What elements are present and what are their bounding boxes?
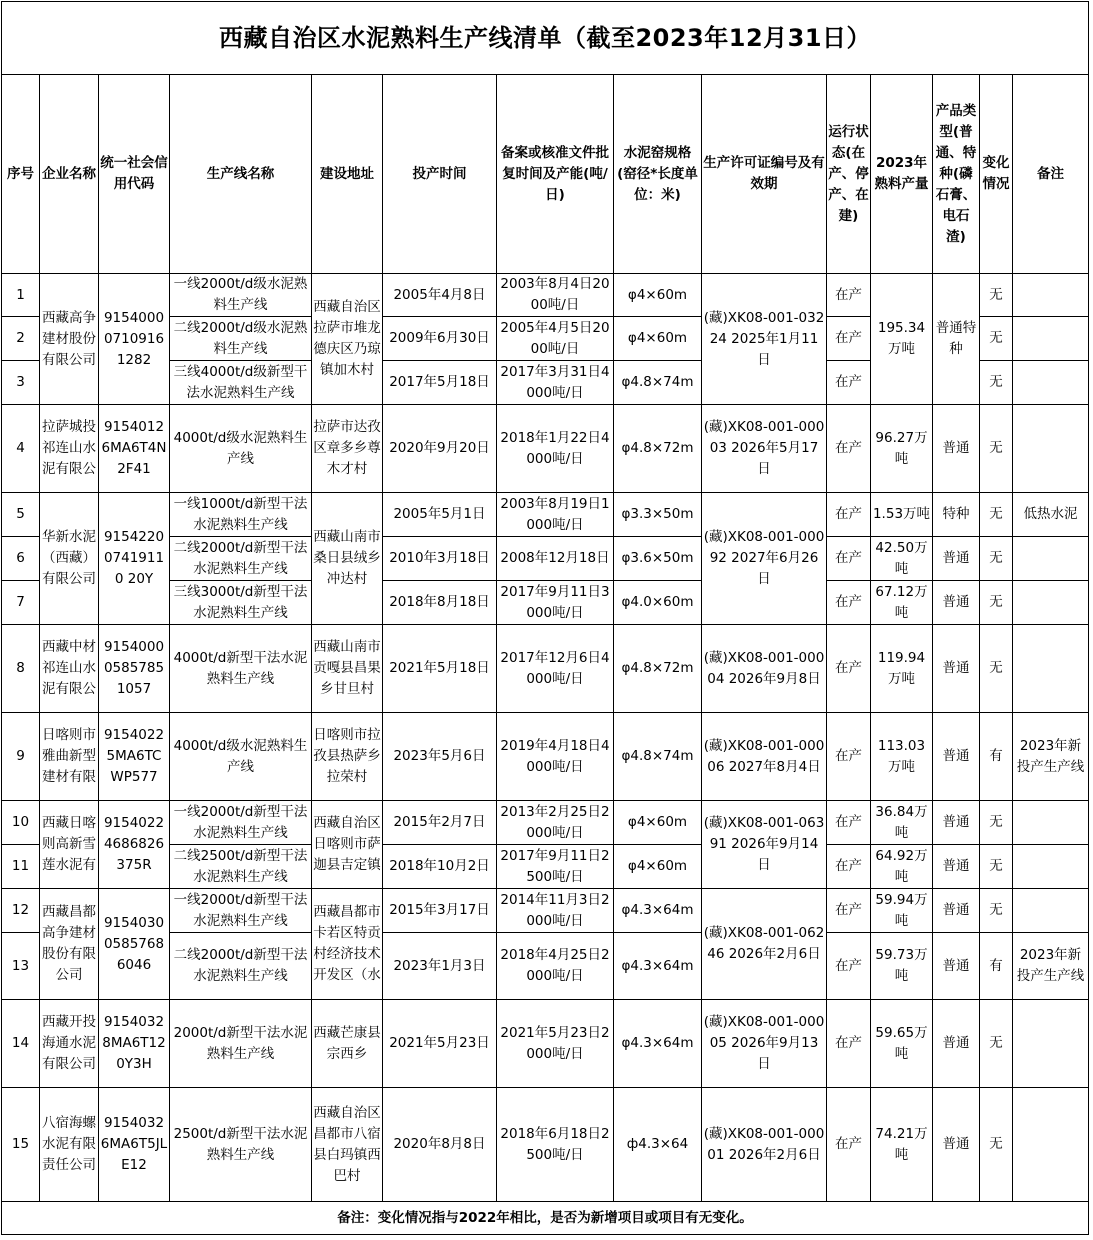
footnote: 备注：变化情况指与2022年相比，是否为新增项目或项目有无变化。 [2, 1202, 1089, 1235]
cell-start: 2017年5月18日 [383, 361, 497, 405]
cell-filing: 2003年8月19日1000吨/日 [497, 493, 614, 537]
cell-start: 2018年8月18日 [383, 581, 497, 625]
cell-filing: 2005年4月5日2000吨/日 [497, 317, 614, 361]
cell-license: (藏)XK08-001-06246 2026年2月6日 [702, 889, 827, 1000]
cell-kiln: φ3.3×50m [614, 493, 702, 537]
cell-company: 拉萨城投祁连山水泥有限公 [40, 405, 99, 493]
cell-line: 2000t/d新型干法水泥熟料生产线 [170, 1000, 312, 1088]
table-row [2, 625, 1089, 713]
cell-credit-code: 915400007109161282 [99, 274, 170, 405]
cell-status: 在产 [827, 1000, 871, 1088]
cell-output: 119.94万吨 [871, 625, 933, 713]
cell-filing: 2021年5月23日2000吨/日 [497, 1000, 614, 1088]
cell-output: 36.84万吨 [871, 801, 933, 845]
cell-change: 无 [980, 361, 1013, 405]
table-row [2, 274, 1089, 317]
cell-seq: 12 [2, 889, 40, 933]
cell-credit-code: 915422007419110 20Y [99, 493, 170, 625]
cell-credit-code: 91540326MA6T5JLE12 [99, 1088, 170, 1202]
header-remark: 备注 [1013, 75, 1089, 274]
cell-change: 无 [980, 845, 1013, 889]
cell-license: (藏)XK08-001-00006 2027年8月4日 [702, 713, 827, 801]
cell-start: 2015年3月17日 [383, 889, 497, 933]
cell-product-type: 普通 [933, 1000, 980, 1088]
cell-credit-code: 915400005857851057 [99, 625, 170, 713]
cell-license: (藏)XK08-001-00003 2026年5月17日 [702, 405, 827, 493]
cell-line: 一线1000t/d新型干法水泥熟料生产线 [170, 493, 312, 537]
cell-filing: 2017年3月31日4000吨/日 [497, 361, 614, 405]
cell-seq: 8 [2, 625, 40, 713]
cell-output: 195.34万吨 [871, 274, 933, 405]
header-change: 变化情况 [980, 75, 1013, 274]
cell-seq: 7 [2, 581, 40, 625]
cell-kiln: φ4.8×72m [614, 405, 702, 493]
cell-line: 4000t/d级水泥熟料生产线 [170, 405, 312, 493]
cell-start: 2009年6月30日 [383, 317, 497, 361]
cell-license: (藏)XK08-001-00001 2026年2月6日 [702, 1088, 827, 1202]
cell-filing: 2018年4月25日2000吨/日 [497, 933, 614, 1000]
cell-remark [1013, 405, 1089, 493]
cell-status: 在产 [827, 889, 871, 933]
cell-start: 2021年5月18日 [383, 625, 497, 713]
cell-output: 42.50万吨 [871, 537, 933, 581]
cell-kiln: φ4×60m [614, 274, 702, 317]
cell-seq: 5 [2, 493, 40, 537]
cell-product-type: 特种 [933, 493, 980, 537]
cell-product-type: 普通 [933, 845, 980, 889]
table-row [2, 889, 1089, 933]
cell-company: 西藏昌都高争建材股份有限公司 [40, 889, 99, 1000]
cell-start: 2018年10月2日 [383, 845, 497, 889]
cell-status: 在产 [827, 1088, 871, 1202]
cell-company: 日喀则市雅曲新型建材有限 [40, 713, 99, 801]
cell-filing: 2017年12月6日4000吨/日 [497, 625, 614, 713]
cell-product-type: 普通特种 [933, 274, 980, 405]
cell-seq: 3 [2, 361, 40, 405]
cell-address: 拉萨市达孜区章多乡尊木才村 [312, 405, 383, 493]
cell-status: 在产 [827, 581, 871, 625]
cell-remark [1013, 845, 1089, 889]
header-license: 生产许可证编号及有效期 [702, 75, 827, 274]
table-row [2, 493, 1089, 537]
cell-change: 无 [980, 493, 1013, 537]
cell-line: 4000t/d新型干法水泥熟料生产线 [170, 625, 312, 713]
cell-product-type: 普通 [933, 537, 980, 581]
cell-status: 在产 [827, 537, 871, 581]
header-company: 企业名称 [40, 75, 99, 274]
table-row [2, 1088, 1089, 1202]
cell-start: 2023年5月6日 [383, 713, 497, 801]
table-row [2, 405, 1089, 493]
cell-output: 74.21万吨 [871, 1088, 933, 1202]
header-kiln-spec: 水泥窑规格(窑径*长度单位：米) [614, 75, 702, 274]
cell-company: 西藏日喀则高新雪莲水泥有 [40, 801, 99, 889]
cell-line: 二线2000t/d新型干法水泥熟料生产线 [170, 933, 312, 1000]
cell-line: 2500t/d新型干法水泥熟料生产线 [170, 1088, 312, 1202]
cell-seq: 10 [2, 801, 40, 845]
header-output: 2023年熟料产量 [871, 75, 933, 274]
cell-seq: 6 [2, 537, 40, 581]
cell-product-type: 普通 [933, 581, 980, 625]
cell-seq: 2 [2, 317, 40, 361]
cell-line: 三线3000t/d新型干法水泥熟料生产线 [170, 581, 312, 625]
cell-seq: 1 [2, 274, 40, 317]
cell-change: 无 [980, 581, 1013, 625]
cell-status: 在产 [827, 625, 871, 713]
cell-filing: 2018年1月22日4000吨/日 [497, 405, 614, 493]
cell-change: 无 [980, 801, 1013, 845]
cell-status: 在产 [827, 317, 871, 361]
cell-remark: 2023年新投产生产线 [1013, 933, 1089, 1000]
cell-remark [1013, 889, 1089, 933]
cell-status: 在产 [827, 274, 871, 317]
cell-product-type: 普通 [933, 1088, 980, 1202]
cell-kiln: φ4×60m [614, 317, 702, 361]
cell-kiln: φ4.8×74m [614, 361, 702, 405]
header-seq: 序号 [2, 75, 40, 274]
cell-license: (藏)XK08-001-00092 2027年6月26日 [702, 493, 827, 625]
cell-product-type: 普通 [933, 405, 980, 493]
cell-remark [1013, 317, 1089, 361]
cell-product-type: 普通 [933, 801, 980, 845]
cell-filing: 2018年6月18日2500吨/日 [497, 1088, 614, 1202]
cell-output: 67.12万吨 [871, 581, 933, 625]
cell-change: 无 [980, 625, 1013, 713]
table-row [2, 1000, 1089, 1088]
cell-change: 有 [980, 713, 1013, 801]
cell-kiln: φ3.6×50m [614, 537, 702, 581]
cement-line-table [1, 1, 1089, 1235]
cell-line: 二线2000t/d级水泥熟料生产线 [170, 317, 312, 361]
cell-remark [1013, 1000, 1089, 1088]
cell-remark [1013, 361, 1089, 405]
cell-filing: 2003年8月4日2000吨/日 [497, 274, 614, 317]
cell-seq: 15 [2, 1088, 40, 1202]
header-filing: 备案或核准文件批复时间及产能(吨/日) [497, 75, 614, 274]
cell-kiln: ф4.3×64 [614, 1088, 702, 1202]
cell-start: 2010年3月18日 [383, 537, 497, 581]
cell-seq: 9 [2, 713, 40, 801]
cell-address: 西藏芒康县宗西乡 [312, 1000, 383, 1088]
cell-kiln: φ4.3×64m [614, 889, 702, 933]
cell-change: 无 [980, 1000, 1013, 1088]
cell-license: (藏)XK08-001-00005 2026年9月13日 [702, 1000, 827, 1088]
cell-line: 一线2000t/d新型干法水泥熟料生产线 [170, 889, 312, 933]
table-row [2, 713, 1089, 801]
cell-credit-code: 91540224686826375R [99, 801, 170, 889]
cell-output: 1.53万吨 [871, 493, 933, 537]
cell-remark [1013, 801, 1089, 845]
cell-seq: 11 [2, 845, 40, 889]
cell-remark [1013, 537, 1089, 581]
cell-output: 113.03万吨 [871, 713, 933, 801]
cell-address: 西藏自治区昌都市八宿县白玛镇西巴村 [312, 1088, 383, 1202]
cell-change: 无 [980, 317, 1013, 361]
cell-company: 西藏高争建材股份有限公司 [40, 274, 99, 405]
cell-output: 59.65万吨 [871, 1000, 933, 1088]
cell-line: 二线2000t/d新型干法水泥熟料生产线 [170, 537, 312, 581]
cell-change: 有 [980, 933, 1013, 1000]
cell-address: 西藏自治区日喀则市萨迦县吉定镇 [312, 801, 383, 889]
cell-line: 二线2500t/d新型干法水泥熟料生产线 [170, 845, 312, 889]
header-credit-code: 统一社会信用代码 [99, 75, 170, 274]
cell-change: 无 [980, 274, 1013, 317]
header-status: 运行状态(在产、停产、在建) [827, 75, 871, 274]
cell-kiln: φ4.3×64m [614, 933, 702, 1000]
cell-remark [1013, 1088, 1089, 1202]
cell-filing: 2008年12月18日 [497, 537, 614, 581]
header-start-time: 投产时间 [383, 75, 497, 274]
cell-license: (藏)XK08-001-00004 2026年9月8日 [702, 625, 827, 713]
cell-filing: 2014年11月3日2000吨/日 [497, 889, 614, 933]
cell-line: 4000t/d级水泥熟料生产线 [170, 713, 312, 801]
cell-license: (藏)XK08-001-06391 2026年9月14日 [702, 801, 827, 889]
cell-credit-code: 91540126MA6T4N2F41 [99, 405, 170, 493]
cell-company: 八宿海螺水泥有限责任公司 [40, 1088, 99, 1202]
cell-output: 96.27万吨 [871, 405, 933, 493]
cell-filing: 2017年9月11日2500吨/日 [497, 845, 614, 889]
cell-status: 在产 [827, 493, 871, 537]
page-title: 西藏自治区水泥熟料生产线清单（截至2023年12月31日） [2, 2, 1089, 75]
cell-filing: 2013年2月25日2000吨/日 [497, 801, 614, 845]
cell-address: 西藏山南市桑日县绒乡冲达村 [312, 493, 383, 625]
header-product-type: 产品类型(普通、特种(磷石膏、电石渣) [933, 75, 980, 274]
cell-address: 西藏昌都市卡若区特贡村经济技术开发区（水 [312, 889, 383, 1000]
cell-status: 在产 [827, 845, 871, 889]
cell-start: 2005年4月8日 [383, 274, 497, 317]
cell-product-type: 普通 [933, 889, 980, 933]
cell-remark [1013, 625, 1089, 713]
cell-address: 西藏山南市贡嘎县昌果乡甘旦村 [312, 625, 383, 713]
cell-output: 59.94万吨 [871, 889, 933, 933]
cell-start: 2021年5月23日 [383, 1000, 497, 1088]
cell-seq: 14 [2, 1000, 40, 1088]
cell-status: 在产 [827, 713, 871, 801]
cell-line: 一线2000t/d级水泥熟料生产线 [170, 274, 312, 317]
cell-company: 华新水泥（西藏）有限公司 [40, 493, 99, 625]
cell-remark [1013, 274, 1089, 317]
cell-credit-code: 915403005857686046 [99, 889, 170, 1000]
cell-status: 在产 [827, 405, 871, 493]
cell-remark [1013, 581, 1089, 625]
cell-status: 在产 [827, 933, 871, 1000]
cell-company: 西藏中材祁连山水泥有限公 [40, 625, 99, 713]
cell-remark: 2023年新投产生产线 [1013, 713, 1089, 801]
cell-kiln: φ4×60m [614, 845, 702, 889]
cell-seq: 4 [2, 405, 40, 493]
cell-start: 2015年2月7日 [383, 801, 497, 845]
cell-status: 在产 [827, 361, 871, 405]
cell-change: 无 [980, 889, 1013, 933]
cell-address: 日喀则市拉孜县热萨乡拉荣村 [312, 713, 383, 801]
cell-product-type: 普通 [933, 933, 980, 1000]
cell-change: 无 [980, 1088, 1013, 1202]
cell-start: 2005年5月1日 [383, 493, 497, 537]
cell-filing: 2019年4月18日4000吨/日 [497, 713, 614, 801]
cell-kiln: φ4×60m [614, 801, 702, 845]
cell-output: 64.92万吨 [871, 845, 933, 889]
cell-line: 一线2000t/d新型干法水泥熟料生产线 [170, 801, 312, 845]
cell-change: 无 [980, 405, 1013, 493]
cell-start: 2023年1月3日 [383, 933, 497, 1000]
cell-line: 三线4000t/d级新型干法水泥熟料生产线 [170, 361, 312, 405]
cell-change: 无 [980, 537, 1013, 581]
cell-kiln: φ4.0×60m [614, 581, 702, 625]
cell-credit-code: 91540225MA6TCWP577 [99, 713, 170, 801]
header-line-name: 生产线名称 [170, 75, 312, 274]
cell-license: (藏)XK08-001-03224 2025年1月11日 [702, 274, 827, 405]
cell-company: 西藏开投海通水泥有限公司 [40, 1000, 99, 1088]
cell-address: 西藏自治区拉萨市堆龙德庆区乃琼镇加木村 [312, 274, 383, 405]
cell-kiln: φ4.8×72m [614, 625, 702, 713]
cell-start: 2020年9月20日 [383, 405, 497, 493]
cell-output: 59.73万吨 [871, 933, 933, 1000]
cell-credit-code: 91540328MA6T120Y3H [99, 1000, 170, 1088]
cell-kiln: φ4.3×64m [614, 1000, 702, 1088]
table-row [2, 801, 1089, 845]
header-address: 建设地址 [312, 75, 383, 274]
cell-kiln: φ4.8×74m [614, 713, 702, 801]
cell-remark: 低热水泥 [1013, 493, 1089, 537]
cell-seq: 13 [2, 933, 40, 1000]
cell-product-type: 普通 [933, 713, 980, 801]
cell-product-type: 普通 [933, 625, 980, 713]
cell-start: 2020年8月8日 [383, 1088, 497, 1202]
cell-filing: 2017年9月11日3000吨/日 [497, 581, 614, 625]
cell-status: 在产 [827, 801, 871, 845]
